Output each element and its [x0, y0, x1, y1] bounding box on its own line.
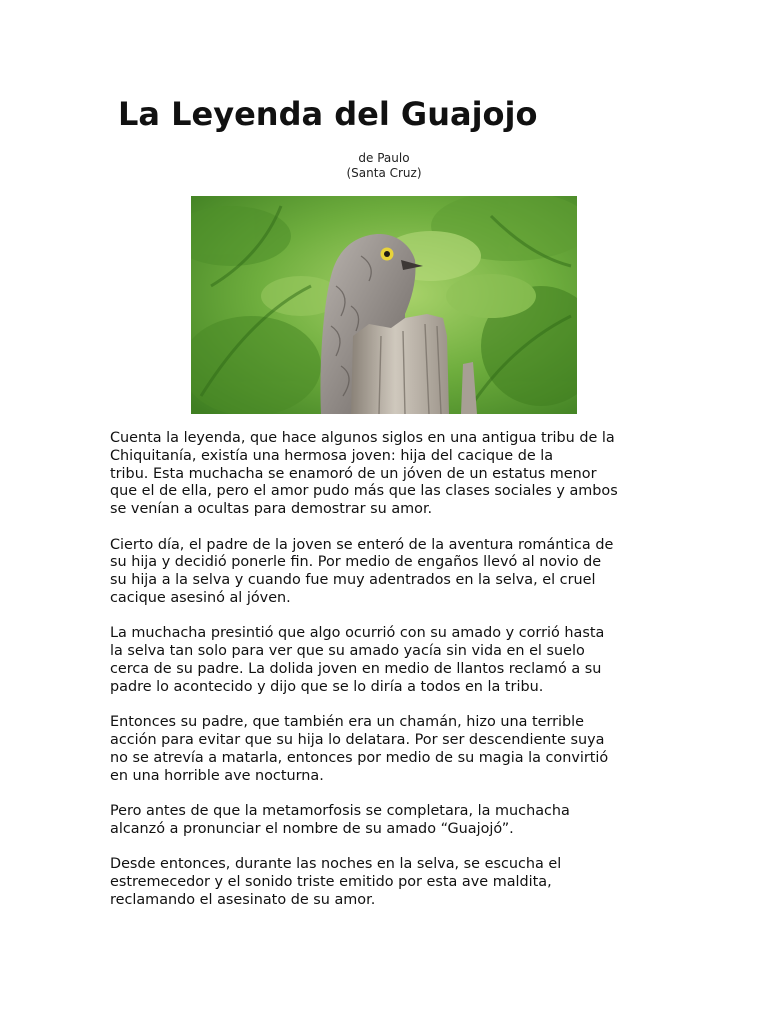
story-body	[110, 430, 670, 927]
potoo-bird-photo	[191, 196, 577, 414]
paragraph: Cierto día, el padre de la joven se enteró de la aventura romántica de su hija y decidió ponerle fin. Por medio de engaños llevó al novio de su hija a la selva y cuando fue muy adentrados en la selva, el cruel cacique asesinó al jóven.	[110, 536, 614, 606]
paragraph: La muchacha presintió que algo ocurrió con su amado y corrió hasta la selva tan solo para ver que su amado yacía sin vida en el suelo cerca de su padre. La dolida joven en medio de llantos reclamó a su padre lo acontecido y dijo que se lo diría a todos en la tribu.	[110, 625, 605, 695]
paragraph: Entonces su padre, que también era un chamán, hizo una terrible acción para evitar que su hija lo delatara. Por ser descendiente suya no se atrevía a matarla, entonces por medio de su magia la convirtió en una horrible ave nocturna.	[110, 714, 609, 784]
paragraph: Cuenta la leyenda, que hace algunos siglos en una antigua tribu de la Chiquitanía, existía una hermosa joven: hija del cacique de la tribu. Esta muchacha se enamoró de un jóven de un estatus menor que el de ella, pero el amor pudo más que las clases sociales y ambos se venían a ocultas para demostrar su amor.	[110, 430, 618, 518]
author-line: de Paulo	[358, 151, 410, 165]
document-title: La Leyenda del Guajojo	[118, 95, 538, 133]
paragraph: Desde entonces, durante las noches en la selva, se escucha el estremecedor y el sonido triste emitido por esta ave maldita, reclamando el asesinato de su amor.	[110, 856, 562, 908]
paragraph: Pero antes de que la metamorfosis se completara, la muchacha alcanzó a pronunciar el nombre de su amado “Guajojó”.	[110, 802, 570, 837]
place-line: (Santa Cruz)	[346, 166, 422, 180]
